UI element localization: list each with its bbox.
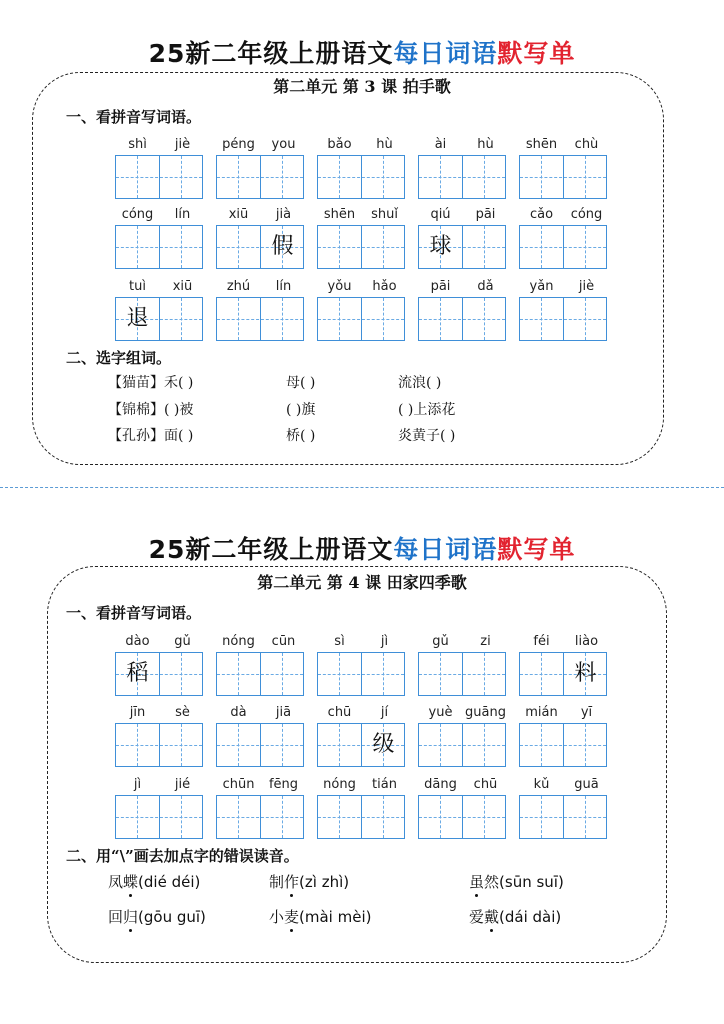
character	[419, 298, 462, 340]
pinyin: chū	[327, 705, 352, 720]
word-choice-line: 【猫苗】禾( )	[108, 375, 194, 391]
lesson-subtitle: 第二单元 第 4 课 田家四季歌	[257, 573, 467, 592]
pinyin: jià	[275, 207, 292, 222]
character	[217, 653, 260, 695]
tianzige-boxes[interactable]	[418, 155, 506, 199]
pinyin: kǔ	[533, 777, 550, 792]
pinyin: cóng	[570, 207, 603, 222]
character	[160, 796, 203, 838]
character	[116, 226, 159, 268]
dotted-character: 归	[123, 908, 139, 926]
character	[419, 156, 462, 198]
word-cell	[418, 279, 508, 359]
word-choice-line: 母( )	[286, 375, 316, 391]
pinyin: shuǐ	[371, 207, 398, 222]
tianzige-boxes[interactable]	[317, 795, 405, 839]
character: 级	[372, 732, 395, 757]
pinyin: qiú	[430, 207, 451, 222]
tianzige-boxes[interactable]	[115, 652, 203, 696]
tianzige-boxes[interactable]	[317, 652, 405, 696]
pronunciation-item[interactable]: 凤蝶(dié déi)	[108, 873, 201, 891]
pinyin: zi	[480, 634, 491, 649]
character	[564, 298, 607, 340]
tianzige-boxes[interactable]	[519, 297, 607, 341]
character	[463, 796, 506, 838]
pronunciation-item[interactable]: 虽然(sūn suī)	[469, 873, 564, 891]
pinyin: tián	[372, 777, 397, 792]
character	[463, 724, 506, 766]
dotted-character: 作	[284, 873, 300, 891]
pinyin: hǎo	[372, 279, 397, 294]
character	[362, 156, 405, 198]
tianzige-boxes[interactable]	[317, 723, 405, 767]
word-cell	[216, 207, 306, 287]
word-cell	[216, 705, 306, 785]
tianzige-boxes[interactable]	[216, 225, 304, 269]
pinyin: yǎn	[529, 279, 554, 294]
tianzige-boxes[interactable]	[115, 297, 203, 341]
section-2-heading: 二、用“\”画去加点字的错误读音。	[66, 847, 299, 865]
character	[463, 226, 506, 268]
character	[318, 724, 361, 766]
pinyin: dà	[230, 705, 247, 720]
pinyin: dǎ	[477, 279, 494, 294]
pinyin: jīn	[129, 705, 146, 720]
pinyin-row	[0, 207, 724, 287]
character	[217, 796, 260, 838]
word-cell	[519, 279, 609, 359]
character	[318, 156, 361, 198]
character	[261, 298, 304, 340]
tianzige-boxes[interactable]	[418, 795, 506, 839]
character	[217, 298, 260, 340]
tianzige-boxes[interactable]	[418, 652, 506, 696]
word-cell	[519, 634, 609, 714]
word-cell	[115, 137, 205, 217]
character	[463, 653, 506, 695]
word-choice-line: 炎黄子( )	[398, 428, 456, 444]
pinyin: jì	[133, 777, 142, 792]
pinyin: chù	[574, 137, 599, 152]
word-cell	[418, 137, 508, 217]
pinyin: chūn	[222, 777, 255, 792]
pinyin: shēn	[323, 207, 356, 222]
character	[362, 226, 405, 268]
character	[564, 156, 607, 198]
tianzige-boxes[interactable]	[519, 225, 607, 269]
pinyin: hù	[376, 137, 393, 152]
pinyin: sì	[334, 634, 345, 649]
character	[362, 653, 405, 695]
section-2-heading: 二、选字组词。	[66, 349, 172, 367]
word-cell	[519, 777, 609, 857]
character	[419, 796, 462, 838]
character	[520, 796, 563, 838]
character	[217, 724, 260, 766]
character	[318, 653, 361, 695]
word-choice-line: 流浪( )	[398, 375, 442, 391]
pinyin: guā	[574, 777, 599, 792]
pronunciation-item[interactable]: 爱戴(dái dài)	[469, 908, 562, 926]
pinyin: shì	[128, 137, 147, 152]
lesson-subtitle: 第二单元 第 3 课 拍手歌	[273, 77, 451, 96]
pinyin: pāi	[430, 279, 451, 294]
pinyin: jié	[174, 777, 191, 792]
word-cell	[418, 705, 508, 785]
dotted-character: 麦	[284, 908, 300, 926]
pinyin: hù	[477, 137, 494, 152]
character	[318, 298, 361, 340]
word-cell	[216, 634, 306, 714]
character	[520, 226, 563, 268]
word-cell	[317, 279, 407, 359]
cut-line-divider	[0, 487, 724, 488]
tianzige-boxes[interactable]	[115, 225, 203, 269]
word-cell	[317, 634, 407, 714]
pinyin: nóng	[323, 777, 356, 792]
worksheet-title: 25新二年级上册语文每日词语默写单	[148, 535, 576, 564]
pinyin: mián	[525, 705, 558, 720]
tianzige-boxes[interactable]	[317, 225, 405, 269]
pinyin: nóng	[222, 634, 255, 649]
dotted-character: 蝶	[123, 873, 139, 891]
pinyin: xiū	[228, 207, 249, 222]
character	[318, 796, 361, 838]
tianzige-boxes[interactable]	[115, 155, 203, 199]
tianzige-boxes[interactable]	[317, 297, 405, 341]
pinyin: xiū	[172, 279, 193, 294]
tianzige-boxes[interactable]	[418, 225, 506, 269]
pinyin: cǎo	[529, 207, 554, 222]
pinyin: sè	[175, 705, 190, 720]
word-cell	[115, 705, 205, 785]
tianzige-boxes[interactable]	[216, 795, 304, 839]
pinyin: lín	[275, 279, 292, 294]
word-cell	[519, 705, 609, 785]
pinyin: féi	[533, 634, 550, 649]
word-cell	[519, 137, 609, 217]
word-choice-line: 【锦棉】( )被	[108, 402, 194, 418]
character	[160, 156, 203, 198]
tianzige-boxes[interactable]	[418, 297, 506, 341]
pinyin: tuì	[129, 279, 146, 294]
section-1-heading: 一、看拼音写词语。	[66, 108, 202, 126]
pinyin: fēng	[268, 777, 299, 792]
pinyin: ài	[434, 137, 447, 152]
pinyin: gǔ	[432, 634, 449, 649]
pinyin: guāng	[465, 705, 506, 720]
pinyin: shēn	[525, 137, 558, 152]
word-cell	[317, 777, 407, 857]
character	[217, 226, 260, 268]
word-cell	[418, 634, 508, 714]
dotted-character: 虽	[469, 873, 485, 891]
character: 假	[271, 234, 294, 259]
pinyin: pāi	[475, 207, 496, 222]
pronunciation-item[interactable]: 小麦(mài mèi)	[269, 908, 372, 926]
tianzige-boxes[interactable]	[115, 723, 203, 767]
character	[160, 724, 203, 766]
word-choice-line: ( )上添花	[398, 402, 456, 418]
word-cell	[216, 279, 306, 359]
pinyin-row	[0, 634, 724, 714]
character	[261, 156, 304, 198]
pinyin: jí	[380, 705, 389, 720]
pinyin: chū	[473, 777, 498, 792]
pronunciation-item[interactable]: 回归(gōu guī)	[108, 908, 206, 926]
word-choice-line: 【孔孙】面( )	[108, 428, 194, 444]
word-cell	[519, 207, 609, 287]
character: 球	[429, 234, 452, 259]
word-cell	[418, 207, 508, 287]
character	[520, 298, 563, 340]
tianzige-boxes[interactable]	[519, 155, 607, 199]
tianzige-boxes[interactable]	[519, 652, 607, 696]
word-cell	[115, 207, 205, 287]
pinyin: cóng	[121, 207, 154, 222]
tianzige-boxes[interactable]	[216, 652, 304, 696]
word-cell	[317, 137, 407, 217]
character	[520, 653, 563, 695]
tianzige-boxes[interactable]	[519, 723, 607, 767]
pinyin: jiè	[578, 279, 595, 294]
character	[362, 298, 405, 340]
character	[261, 724, 304, 766]
character	[362, 796, 405, 838]
character	[116, 724, 159, 766]
pinyin: dāng	[424, 777, 457, 792]
word-choice-line: ( )旗	[286, 402, 316, 418]
character	[116, 796, 159, 838]
word-cell	[216, 137, 306, 217]
character	[160, 653, 203, 695]
character: 料	[574, 661, 597, 686]
pinyin: bǎo	[327, 137, 352, 152]
pinyin: yuè	[428, 705, 453, 720]
tianzige-boxes[interactable]	[216, 297, 304, 341]
word-cell	[317, 705, 407, 785]
tianzige-boxes[interactable]	[115, 795, 203, 839]
character	[564, 724, 607, 766]
pinyin: gǔ	[174, 634, 191, 649]
character	[419, 724, 462, 766]
pinyin: cūn	[271, 634, 296, 649]
dotted-character: 戴	[484, 908, 500, 926]
character	[261, 796, 304, 838]
pinyin-row	[0, 137, 724, 217]
character	[318, 226, 361, 268]
worksheet-title: 25新二年级上册语文每日词语默写单	[148, 39, 576, 68]
tianzige-boxes[interactable]	[216, 723, 304, 767]
character	[160, 226, 203, 268]
character: 稻	[126, 661, 149, 686]
character	[419, 653, 462, 695]
pinyin: you	[271, 137, 296, 152]
pinyin-row	[0, 705, 724, 785]
pinyin: lín	[174, 207, 191, 222]
word-cell	[418, 777, 508, 857]
pinyin: péng	[222, 137, 255, 152]
character	[520, 724, 563, 766]
character	[520, 156, 563, 198]
word-choice-line: 桥( )	[286, 428, 316, 444]
character	[564, 226, 607, 268]
pinyin: jiè	[174, 137, 191, 152]
character	[261, 653, 304, 695]
character	[116, 156, 159, 198]
character: 退	[126, 306, 149, 331]
pinyin: zhú	[226, 279, 251, 294]
pinyin: yī	[580, 705, 593, 720]
word-cell	[317, 207, 407, 287]
tianzige-boxes[interactable]	[519, 795, 607, 839]
character	[564, 796, 607, 838]
pinyin: jì	[380, 634, 389, 649]
tianzige-boxes[interactable]	[216, 155, 304, 199]
character	[160, 298, 203, 340]
section-1-heading: 一、看拼音写词语。	[66, 604, 202, 622]
tianzige-boxes[interactable]	[418, 723, 506, 767]
pronunciation-item[interactable]: 制作(zì zhì)	[269, 873, 350, 891]
character	[463, 156, 506, 198]
word-cell	[115, 634, 205, 714]
character	[217, 156, 260, 198]
pinyin: yǒu	[327, 279, 352, 294]
pinyin: liào	[574, 634, 599, 649]
character	[463, 298, 506, 340]
pinyin: dào	[125, 634, 150, 649]
tianzige-boxes[interactable]	[317, 155, 405, 199]
pinyin: jiā	[275, 705, 292, 720]
